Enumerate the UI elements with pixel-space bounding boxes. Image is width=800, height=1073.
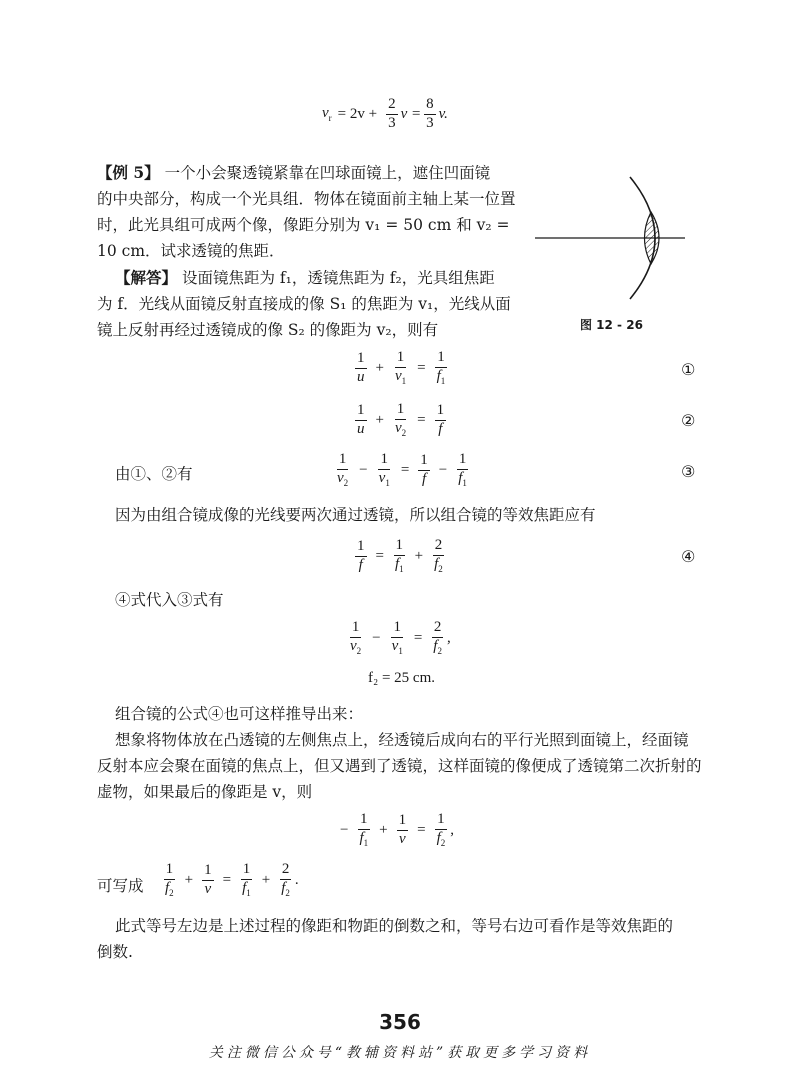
example-line-3: 时，此光具组可成两个像，像距分别为 v₁ = 50 cm 和 v₂ = <box>97 216 510 234</box>
para-final-1: 此式等号左边是上述过程的像距和物距的倒数之和，等号右边可看作是等效焦距的 <box>115 917 674 935</box>
example-line-1 <box>97 161 490 183</box>
equation-6: − $\frac{1}{f_1}$ + $\frac{1}{v}$ = $\frac{1}{f_2}$ , <box>340 811 454 848</box>
eq-text: v. <box>438 105 448 122</box>
eq-text: v = <box>400 105 422 122</box>
fraction: $\frac{8}{3}$ <box>426 96 434 131</box>
example-line-2: 的中央部分，构成一个光具组．物体在镜面前主轴上某一位置 <box>97 190 516 208</box>
solution-text: 设面镜焦距为 f₁，透镜焦距为 f₂，光具组焦距 <box>181 269 495 287</box>
equation-4: $\frac{1}{f}$ = $\frac{1}{f_1}$ + $\frac{2}{f_2}$ <box>357 537 443 574</box>
example-tag: 【例 5】 <box>97 163 160 182</box>
eq3-prefix: 由①、②有 <box>115 465 193 483</box>
equation-7: $\frac{1}{f_2}$ + $\frac{1}{v}$ = $\frac{1}{f_1}$ + $\frac{2}{f_2}$ . <box>165 861 299 898</box>
result: f₂ = 25 cm. <box>368 670 436 686</box>
solution-line-1 <box>115 266 495 288</box>
can-write: 可写成 <box>97 877 144 895</box>
example-line-4: 10 cm．试求透镜的焦距． <box>97 242 285 260</box>
footer-note: 关注微信公众号“教辅资料站”获取更多学习资料 <box>208 1045 592 1061</box>
equation-mark-2: ② <box>681 411 696 430</box>
para-imagine-2: 反射本应会聚在面镜的焦点上，但又遇到了透镜，这样面镜的像便成了透镜第二次折射的 <box>97 757 702 775</box>
para-derive: 组合镜的公式④也可这样推导出来： <box>115 705 364 723</box>
solution-line-2: 为 f．光线从面镜反射直接成的像 S₁ 的焦距为 v₁，光线从面 <box>97 295 511 313</box>
eq-text: = 2v + <box>337 105 378 122</box>
page-number: 356 <box>379 1010 421 1034</box>
para-imagine-1: 想象将物体放在凸透镜的左侧焦点上，经透镜后成向右的平行光照到面镜上，经面镜 <box>115 731 689 749</box>
example-text: 一个小会聚透镜紧靠在凹球面镜上，遮住凹面镜 <box>164 164 491 182</box>
solution-tag: 【解答】 <box>115 268 178 287</box>
figure-caption: 图 12 - 26 <box>580 318 643 332</box>
lens-mirror-figure <box>530 172 695 302</box>
equation-3: $\frac{1}{v_2}$ − $\frac{1}{v_1}$ = $\frac{1}{f}$ − $\frac{1}{f_1}$ <box>337 451 467 488</box>
para-final-2: 倒数. <box>97 943 133 961</box>
equation-2: $\frac{1}{u}$ + $\frac{1}{v_2}$ = $\frac{1}{f}$ <box>357 401 445 438</box>
fraction: $\frac{2}{3}$ <box>388 96 396 131</box>
equation-mark-3: ③ <box>681 462 696 481</box>
para-imagine-3: 虚物，如果最后的像距是 v，则 <box>97 783 313 801</box>
equation-mark-1: ① <box>681 360 696 379</box>
para-because: 因为由组合镜成像的光线要两次通过透镜，所以组合镜的等效焦距应有 <box>115 506 596 524</box>
equation-5: $\frac{1}{v_2}$ − $\frac{1}{v_1}$ = $\frac{2}{f_2}$ , <box>350 619 451 656</box>
solution-line-3: 镜上反射再经过透镜成的像 S₂ 的像距为 v₂，则有 <box>97 321 439 339</box>
para-substitute: ④式代入③式有 <box>115 591 224 609</box>
eq-lhs: $v_r$ <box>322 105 332 124</box>
equation-mark-4: ④ <box>681 547 696 566</box>
equation-vr <box>322 97 448 132</box>
equation-1: $\frac{1}{u}$ + $\frac{1}{v_1}$ = $\frac{1}{f_1}$ <box>357 349 446 386</box>
